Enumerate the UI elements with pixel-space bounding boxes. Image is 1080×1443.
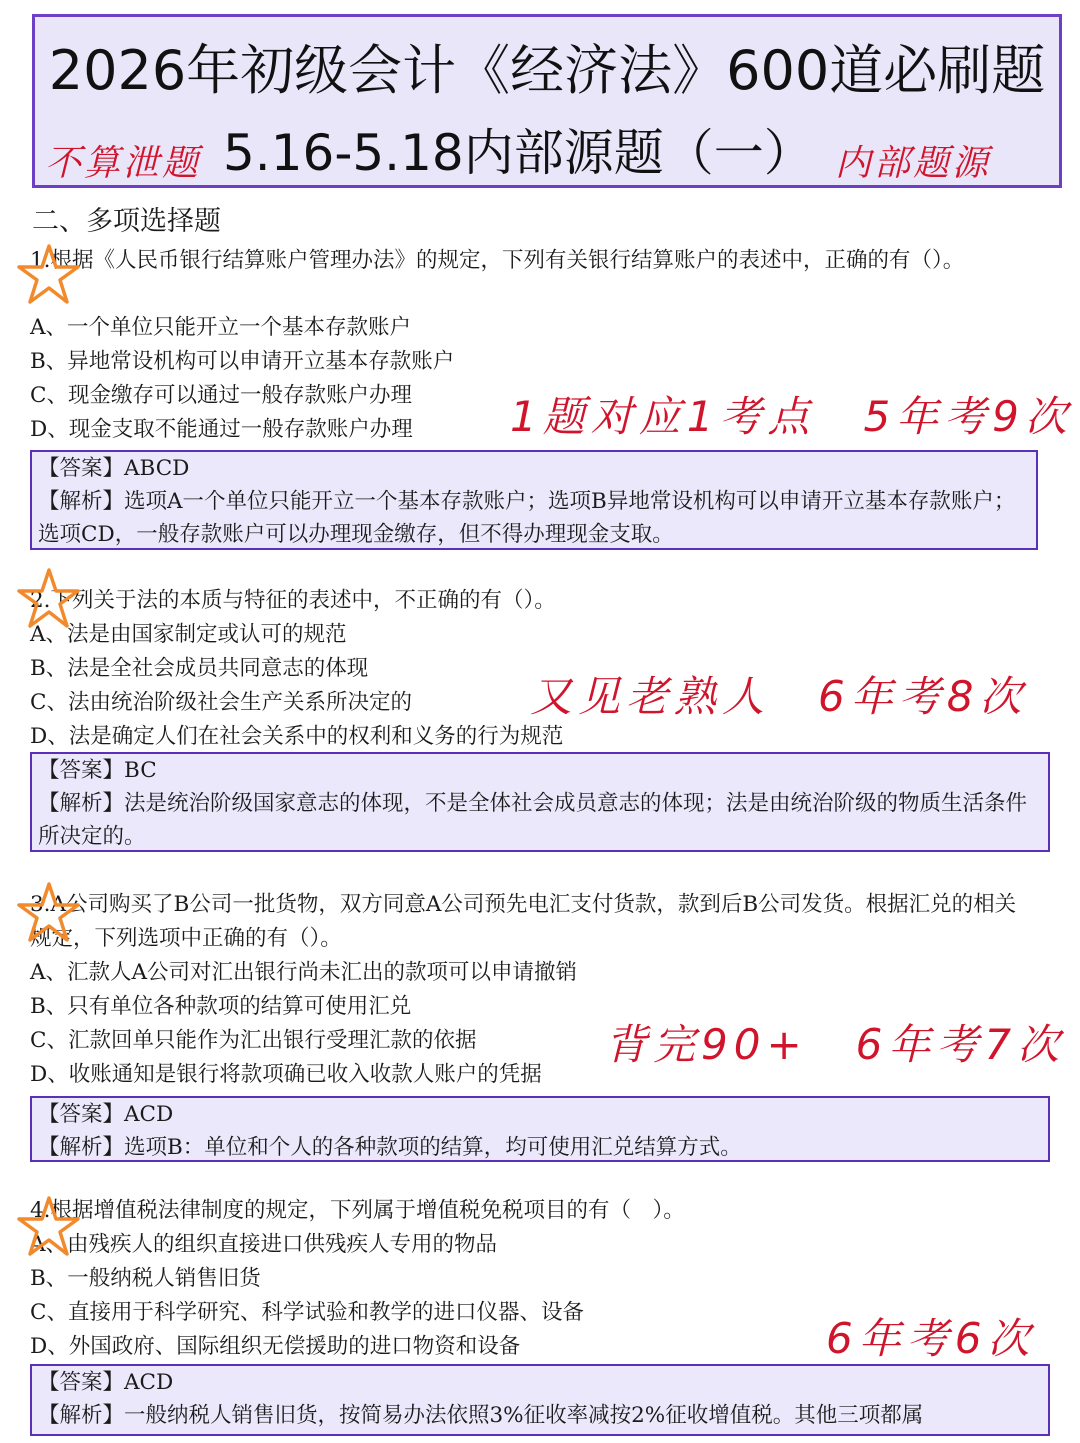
question-3-option-b: B、只有单位各种款项的结算可使用汇兑	[30, 994, 412, 1019]
question-2-option-b: B、法是全社会成员共同意志的体现	[30, 656, 369, 681]
question-2-answer-box	[30, 752, 1050, 852]
question-4-analysis: 【解析】一般纳税人销售旧货，按简易办法依照3%征收率减按2%征收增值税。其他三项都属	[38, 1403, 924, 1428]
question-2-option-a: A、法是由国家制定或认可的规范	[30, 622, 347, 647]
question-3-handwritten-note: 背完90+ 6年考7次	[605, 1020, 1066, 1069]
question-4-answer-box	[30, 1364, 1050, 1436]
star-icon	[16, 566, 82, 632]
question-1-option-d: D、现金支取不能通过一般存款账户办理	[30, 417, 413, 442]
question-3-stem: 3.A公司购买了B公司一批货物，双方同意A公司预先电汇支付货款，款到后B公司发货。根据汇兑的相关规定，下列选项中正确的有（）。	[30, 892, 1017, 951]
question-3-option-d: D、收账通知是银行将款项确已收入收款人账户的凭据	[30, 1062, 542, 1087]
question-2-analysis: 【解析】法是统治阶级国家意志的体现，不是全体社会成员意志的体现；法是由统治阶级的物质生活条件所决定的。	[38, 791, 1028, 849]
question-3-option-a: A、汇款人A公司对汇出银行尚未汇出的款项可以申请撤销	[30, 960, 578, 985]
star-icon	[16, 242, 82, 308]
question-2-stem: 2.下列关于法的本质与特征的表述中，不正确的有（）。	[30, 588, 556, 613]
question-2-handwritten-note: 又见老熟人 6年考8次	[530, 672, 1028, 721]
question-4-option-d: D、外国政府、国际组织无偿援助的进口物资和设备	[30, 1334, 521, 1359]
question-1-option-a: A、一个单位只能开立一个基本存款账户	[30, 315, 412, 340]
question-2-option-d: D、法是确定人们在社会关系中的权利和义务的行为规范	[30, 724, 564, 749]
question-4-handwritten-note: 6年考6次	[826, 1314, 1036, 1363]
question-1-analysis: 【解析】选项A一个单位只能开立一个基本存款账户；选项B异地常设机构可以申请开立基本存款账户；选项CD，一般存款账户可以办理现金缴存，但不得办理现金支取。	[38, 489, 1016, 547]
handwritten-tag-right: 内部题源	[835, 143, 992, 184]
question-1-handwritten-note: 1题对应1考点 5年考9次	[510, 392, 1073, 441]
question-4-option-c: C、直接用于科学研究、科学试验和教学的进口仪器、设备	[30, 1300, 584, 1325]
page-subtitle: 5.16-5.18内部源题（一）	[223, 124, 814, 182]
question-1-option-c: C、现金缴存可以通过一般存款账户办理	[30, 383, 412, 408]
question-1-answer-box	[30, 450, 1038, 550]
title-banner	[32, 14, 1062, 188]
question-4-stem: 4.根据增值税法律制度的规定，下列属于增值税免税项目的有（ ）。	[30, 1198, 685, 1223]
section-title: 二、多项选择题	[32, 206, 221, 237]
page-title: 2026年初级会计《经济法》600道必刷题	[48, 39, 1046, 102]
star-icon	[16, 880, 82, 946]
subtitle-row	[35, 121, 1059, 185]
question-3-answer: 【答案】ACD	[38, 1102, 174, 1127]
question-4-option-a: A、由残疾人的组织直接进口供残疾人专用的物品	[30, 1232, 498, 1257]
question-4-answer: 【答案】ACD	[38, 1370, 174, 1395]
question-3-analysis: 【解析】选项B：单位和个人的各种款项的结算，均可使用汇兑结算方式。	[38, 1135, 742, 1160]
handwritten-tag-left: 不算泄题	[45, 143, 202, 184]
question-2-option-c: C、法由统治阶级社会生产关系所决定的	[30, 690, 412, 715]
question-4-option-b: B、一般纳税人销售旧货	[30, 1266, 261, 1291]
question-2-answer: 【答案】BC	[38, 758, 157, 783]
question-3-option-c: C、汇款回单只能作为汇出银行受理汇款的依据	[30, 1028, 477, 1053]
question-1-stem: 1.根据《人民币银行结算账户管理办法》的规定，下列有关银行结算账户的表述中，正确的有（）。	[30, 248, 965, 273]
question-1-option-b: B、异地常设机构可以申请开立基本存款账户	[30, 349, 455, 374]
question-1-answer: 【答案】ABCD	[38, 456, 190, 481]
star-icon	[16, 1194, 82, 1260]
question-3-answer-box	[30, 1096, 1050, 1162]
